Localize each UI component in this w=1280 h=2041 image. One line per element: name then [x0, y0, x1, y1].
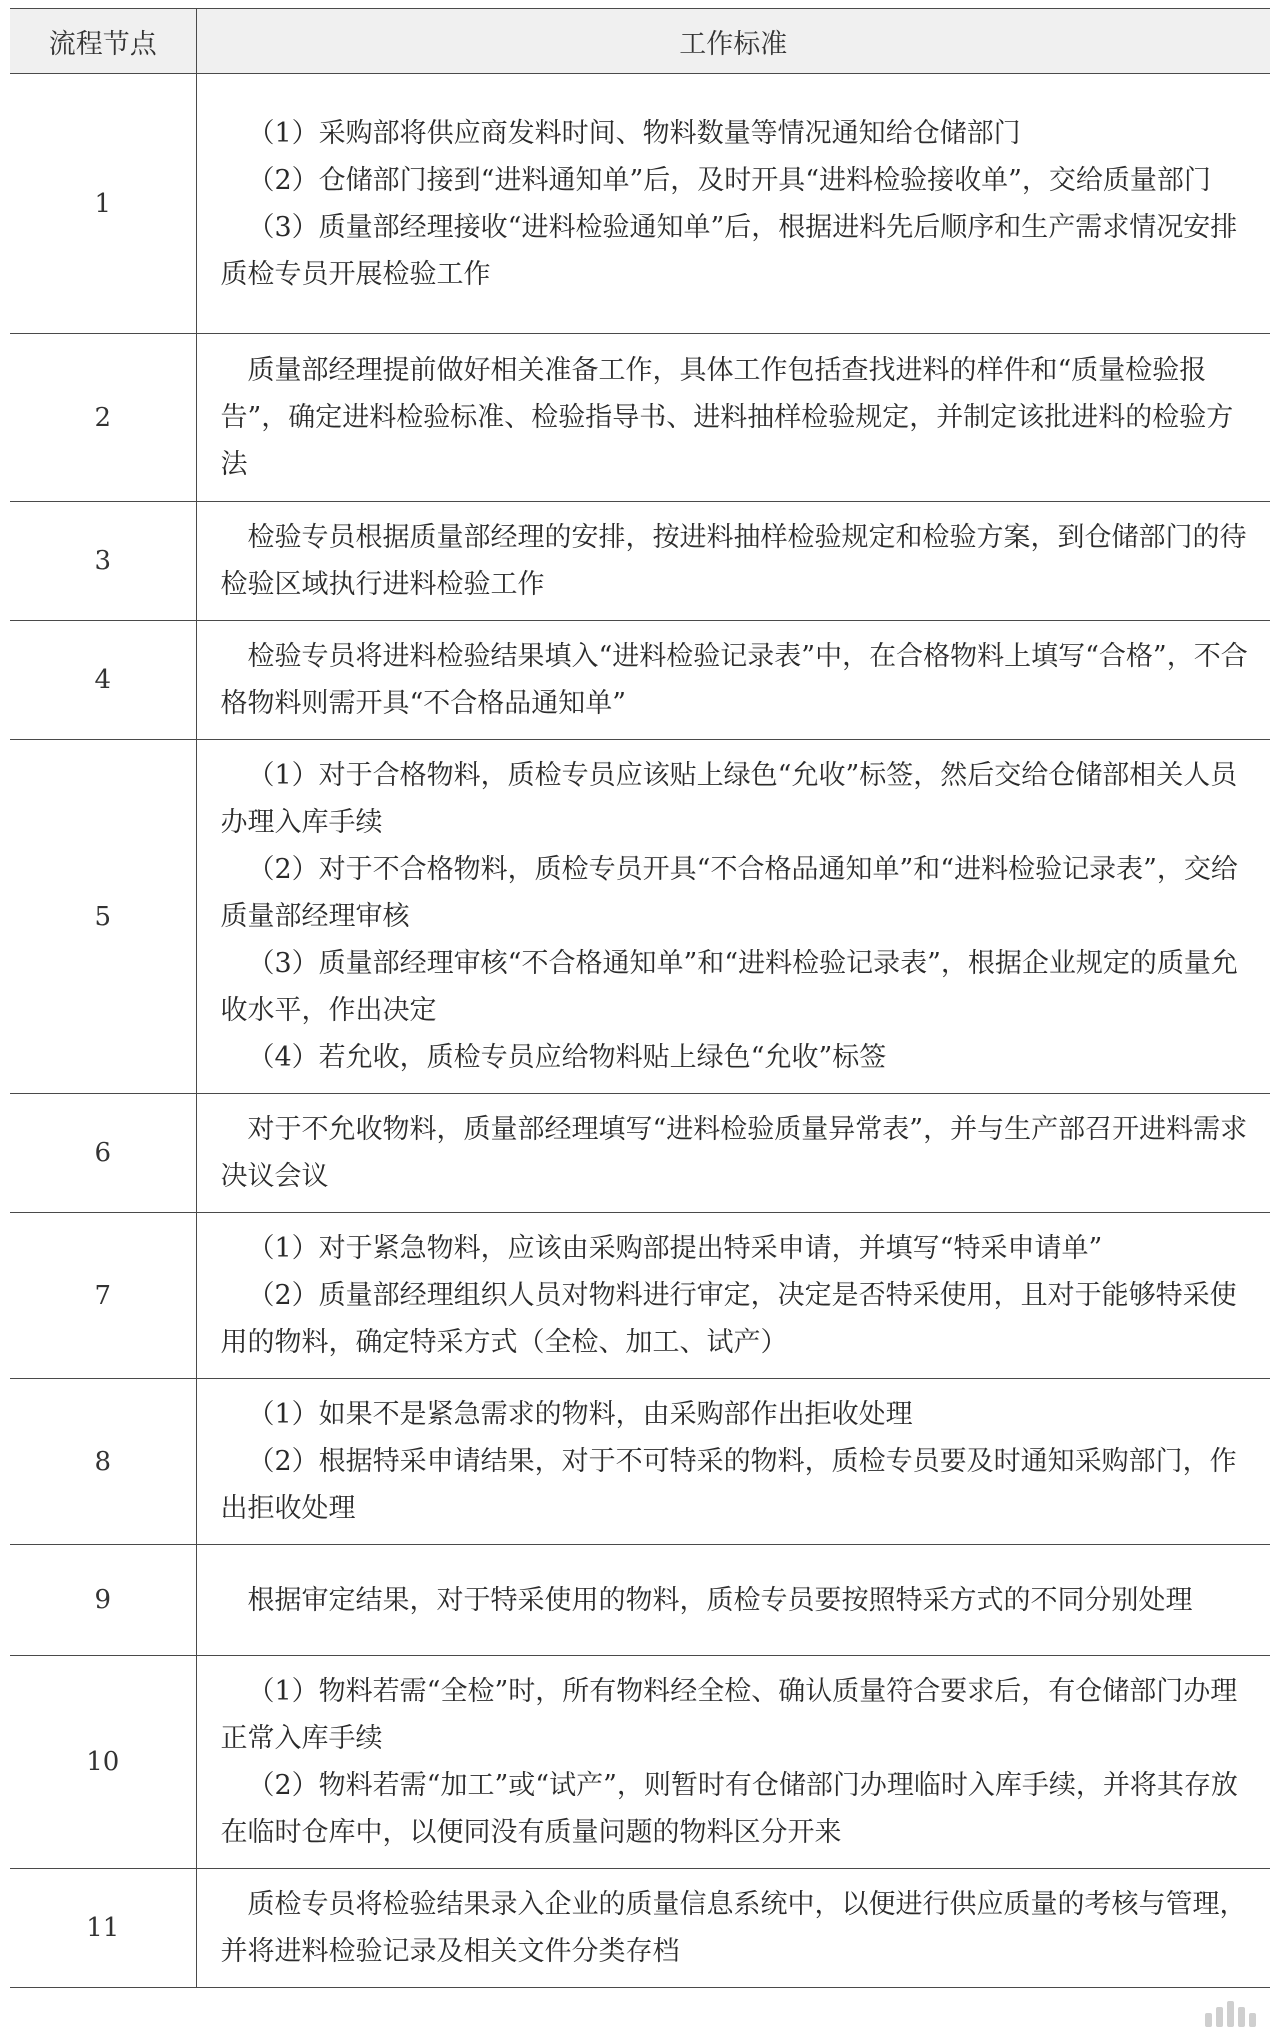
standard-paragraph: 根据审定结果，对于特采使用的物料，质检专员要按照特采方式的不同分别处理 [247, 1584, 1193, 1616]
work-standard-cell [196, 1094, 1270, 1213]
table-header-row [10, 9, 1270, 74]
standard-paragraph: （3）质量部经理接收“进料检验通知单”后，根据进料先后顺序和生产需求情况安排质检专员开展检验工作 [220, 211, 1238, 290]
standard-paragraph: 检验专员将进料检验结果填入“进料检验记录表”中，在合格物料上填写“合格”，不合格物料则需开具“不合格品通知单” [220, 641, 1248, 719]
standard-paragraph: 检验专员根据质量部经理的安排，按进料抽样检验规定和检验方案，到仓储部门的待检验区域执行进料检验工作 [220, 522, 1247, 600]
table-row [10, 1869, 1270, 1988]
work-standard-cell [196, 621, 1270, 740]
standard-paragraph: （1）采购部将供应商发料时间、物料数量等情况通知给仓储部门 [247, 117, 1021, 149]
standard-paragraph: （2）仓储部门接到“进料通知单”后，及时开具“进料检验接收单”，交给质量部门 [247, 164, 1211, 196]
work-standard-cell [196, 740, 1270, 1094]
standard-paragraph: （1）对于合格物料，质检专员应该贴上绿色“允收”标签，然后交给仓储部相关人员办理入库手续 [220, 760, 1238, 838]
process-node-cell: 7 [10, 1213, 196, 1379]
work-standard-cell [196, 1656, 1270, 1869]
table-body [10, 74, 1270, 1988]
standard-paragraph: （3）质量部经理审核“不合格通知单”和“进料检验记录表”，根据企业规定的质量允收水平，作出决定 [220, 948, 1238, 1026]
work-standard-cell [196, 1869, 1270, 1988]
process-node-cell: 11 [10, 1869, 196, 1988]
table-row [10, 1545, 1270, 1656]
table-row [10, 740, 1270, 1094]
table-row [10, 1094, 1270, 1213]
table-row [10, 334, 1270, 502]
process-standards-table [10, 8, 1270, 1988]
work-standard-cell [196, 1213, 1270, 1379]
table-row [10, 1379, 1270, 1545]
work-standard-cell [196, 334, 1270, 502]
standard-paragraph: 对于不允收物料，质量部经理填写“进料检验质量异常表”，并与生产部召开进料需求决议会议 [220, 1114, 1248, 1192]
work-standard-cell [196, 1545, 1270, 1656]
process-node-cell: 5 [10, 740, 196, 1094]
process-node-cell: 6 [10, 1094, 196, 1213]
standard-paragraph: 质检专员将检验结果录入企业的质量信息系统中，以便进行供应质量的考核与管理，并将进料检验记录及相关文件分类存档 [220, 1889, 1247, 1967]
process-node-cell: 3 [10, 502, 196, 621]
process-node-cell: 8 [10, 1379, 196, 1545]
standard-paragraph: （2）质量部经理组织人员对物料进行审定，决定是否特采使用，且对于能够特采使用的物料，确定特采方式（全检、加工、试产） [220, 1280, 1237, 1358]
process-standards-table-wrap [10, 8, 1270, 1988]
process-node-cell: 9 [10, 1545, 196, 1656]
standard-paragraph: （2）物料若需“加工”或“试产”，则暂时有仓储部门办理临时入库手续，并将其存放在临时仓库中，以便同没有质量问题的物料区分开来 [220, 1770, 1238, 1848]
work-standard-cell [196, 1379, 1270, 1545]
work-standard-cell [196, 74, 1270, 334]
table-row [10, 1213, 1270, 1379]
standard-paragraph: （2）对于不合格物料，质检专员开具“不合格品通知单”和“进料检验记录表”，交给质量部经理审核 [220, 854, 1238, 932]
standard-paragraph: 质量部经理提前做好相关准备工作，具体工作包括查找进料的样件和“质量检验报告”，确定进料检验标准、检验指导书、进料抽样检验规定，并制定该批进料的检验方法 [220, 355, 1234, 480]
bars-watermark-icon [1205, 2001, 1256, 2027]
standard-paragraph: （1）如果不是紧急需求的物料，由采购部作出拒收处理 [247, 1399, 913, 1430]
standard-paragraph: （2）根据特采申请结果，对于不可特采的物料，质检专员要及时通知采购部门，作出拒收处理 [220, 1446, 1237, 1524]
table-row [10, 621, 1270, 740]
process-node-cell: 10 [10, 1656, 196, 1869]
process-node-cell: 2 [10, 334, 196, 502]
process-node-cell: 1 [10, 74, 196, 334]
standard-paragraph: （1）对于紧急物料，应该由采购部提出特采申请，并填写“特采申请单” [247, 1233, 1103, 1264]
header-process-node: 流程节点 [10, 9, 196, 74]
table-row [10, 74, 1270, 334]
process-node-cell: 4 [10, 621, 196, 740]
table-row [10, 1656, 1270, 1869]
work-standard-cell [196, 502, 1270, 621]
header-work-standard: 工作标准 [196, 9, 1270, 74]
standard-paragraph: （4）若允收，质检专员应给物料贴上绿色“允收”标签 [247, 1042, 887, 1073]
standard-paragraph: （1）物料若需“全检”时，所有物料经全检、确认质量符合要求后，有仓储部门办理正常入库手续 [220, 1676, 1238, 1754]
table-row [10, 502, 1270, 621]
